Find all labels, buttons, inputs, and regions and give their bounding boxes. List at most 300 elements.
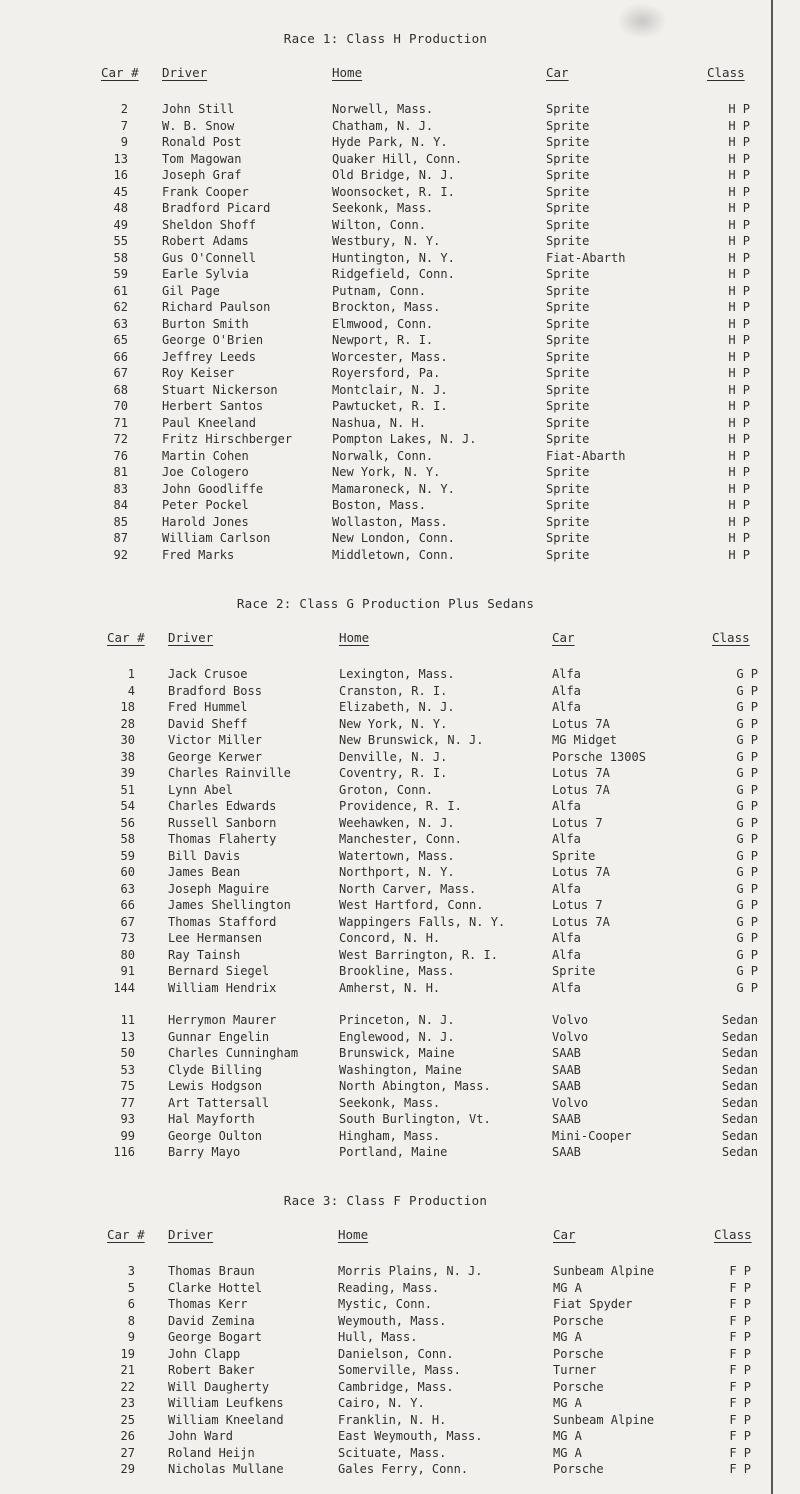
home-town: Westbury, N. Y. [332, 234, 441, 248]
home-town: Concord, N. H. [339, 931, 441, 945]
car-number: 3 [127, 1264, 135, 1278]
class-code: Sedan [721, 1079, 758, 1093]
car-model: Lotus 7A [552, 716, 610, 731]
home-town: Amherst, N. H. [339, 980, 441, 995]
home-town: Worcester, Mass. [332, 349, 448, 364]
table-row [0, 1095, 771, 1112]
home-town: Brunswick, Maine [339, 1046, 455, 1060]
car-model: Sprite [546, 316, 590, 331]
car-model: Alfa [552, 881, 581, 896]
car-model: Sprite [552, 964, 596, 978]
home-town: Pawtucket, R. I. [332, 399, 448, 413]
driver-name: John Still [162, 102, 235, 116]
race-title: Race 1: Class H Production [283, 31, 488, 46]
class-code: F P [729, 1313, 751, 1328]
table-row [0, 831, 771, 848]
home-town: Nashua, N. H. [332, 415, 426, 430]
class-code: H P [728, 382, 750, 397]
home-town: Chatham, N. J. [332, 118, 434, 133]
table-row [0, 963, 771, 980]
home-town: Brockton, Mass. [332, 300, 441, 314]
car-number: 65 [113, 333, 128, 347]
car-model: Lotus 7A [552, 766, 610, 780]
car-number: 67 [113, 366, 128, 380]
car-model: Lotus 7A [552, 865, 610, 879]
home-town: Hingham, Mass. [339, 1128, 441, 1143]
home-town: Ridgefield, Conn. [332, 267, 455, 281]
driver-name: Will Daugherty [168, 1379, 270, 1394]
table-row [0, 716, 771, 733]
header-class: Class [712, 630, 750, 645]
car-number: 70 [113, 399, 128, 413]
table-row [0, 1379, 771, 1396]
table-row [0, 530, 771, 547]
table-row [0, 101, 771, 118]
table-row [0, 1428, 771, 1445]
driver-name: Ray Tainsh [168, 947, 241, 962]
car-number: 61 [113, 283, 128, 298]
car-model: SAAB [552, 1062, 581, 1077]
car-model: Sprite [546, 382, 590, 397]
table-row [0, 200, 771, 217]
car-number: 71 [113, 415, 128, 430]
home-town: Wollaston, Mass. [332, 514, 448, 529]
car-model: Sprite [546, 102, 590, 116]
class-code: H P [728, 267, 750, 281]
class-code: F P [729, 1429, 751, 1443]
car-number: 72 [113, 432, 128, 446]
car-model: Sprite [546, 547, 590, 562]
car-number: 51 [120, 782, 135, 797]
driver-name: Art Tattersall [168, 1095, 270, 1110]
driver-name: Roland Heijn [168, 1445, 255, 1460]
table-row [0, 349, 771, 366]
table-row [0, 1329, 771, 1346]
table-row [0, 782, 771, 799]
entry-table [0, 101, 771, 563]
table-row [0, 1263, 771, 1280]
header-driver: Driver [162, 65, 208, 80]
header-class: Class [707, 65, 745, 80]
car-number: 7 [120, 118, 128, 133]
driver-name: Bradford Boss [168, 683, 262, 698]
entry-table [0, 666, 771, 1161]
car-number: 84 [113, 498, 128, 512]
race-title: Race 3: Class F Production [283, 1193, 488, 1208]
driver-name: Peter Pockel [162, 498, 249, 512]
car-number: 6 [127, 1297, 135, 1311]
class-code: F P [729, 1297, 751, 1311]
car-number: 58 [113, 250, 128, 265]
car-model: MG A [553, 1445, 582, 1460]
table-row [0, 299, 771, 316]
class-code: Sedan [721, 1062, 758, 1077]
table-row [0, 233, 771, 250]
driver-name: Lee Hermansen [168, 931, 262, 945]
class-code: H P [728, 415, 750, 430]
class-code: H P [728, 498, 750, 512]
driver-name: Harold Jones [162, 514, 249, 529]
car-number: 16 [113, 168, 128, 182]
header-driver: Driver [168, 1227, 214, 1242]
car-model: SAAB [552, 1145, 581, 1159]
table-row [0, 765, 771, 782]
class-code: F P [729, 1462, 751, 1476]
table-row [0, 1111, 771, 1128]
home-town: Princeton, N. J. [339, 1013, 455, 1027]
home-town: Montclair, N. J. [332, 382, 448, 397]
car-model: Volvo [552, 1013, 589, 1027]
car-model: Lotus 7A [552, 782, 610, 797]
home-town: West Barrington, R. I. [339, 947, 498, 962]
driver-name: Nicholas Mullane [168, 1462, 284, 1476]
class-code: G P [736, 947, 758, 962]
table-row [0, 1128, 771, 1145]
class-code: G P [736, 799, 758, 813]
home-town: North Abington, Mass. [339, 1079, 491, 1093]
class-code: G P [736, 931, 758, 945]
driver-name: Clarke Hottel [168, 1280, 262, 1295]
class-code: H P [728, 316, 750, 331]
car-number: 80 [120, 947, 135, 962]
car-number: 116 [113, 1145, 135, 1159]
home-town: Reading, Mass. [338, 1280, 440, 1295]
class-code: H P [728, 250, 750, 265]
home-town: Huntington, N. Y. [332, 250, 455, 265]
table-row [0, 481, 771, 498]
home-town: Scituate, Mass. [338, 1445, 447, 1460]
car-model: Sprite [546, 498, 590, 512]
class-code: F P [729, 1280, 751, 1295]
car-number: 50 [120, 1046, 135, 1060]
home-town: Groton, Conn. [339, 782, 433, 797]
page-edge-line [771, 0, 773, 1494]
car-number: 45 [113, 184, 128, 199]
home-town: Wappingers Falls, N. Y. [339, 914, 506, 929]
car-model: Alfa [552, 980, 581, 995]
car-number: 19 [120, 1346, 135, 1361]
car-number: 13 [113, 151, 128, 166]
car-model: Sprite [546, 399, 590, 413]
driver-name: Joe Cologero [162, 465, 249, 479]
home-town: Watertown, Mass. [339, 848, 455, 863]
car-number: 2 [120, 102, 128, 116]
car-number: 1 [127, 667, 135, 681]
driver-name: Ronald Post [162, 135, 242, 149]
car-model: Porsche [553, 1346, 604, 1361]
home-town: Seekonk, Mass. [332, 201, 434, 215]
class-code: H P [728, 118, 750, 133]
table-row [0, 547, 771, 564]
car-number: 144 [113, 980, 135, 995]
table-row [0, 398, 771, 415]
table-row [0, 1445, 771, 1462]
car-model: SAAB [552, 1079, 581, 1093]
table-row [0, 914, 771, 931]
car-model: Lotus 7 [552, 898, 603, 912]
car-number: 75 [120, 1079, 135, 1093]
car-model: Porsche [553, 1379, 604, 1394]
car-model: MG A [553, 1429, 582, 1443]
table-row [0, 217, 771, 234]
class-code: G P [736, 848, 758, 863]
class-code: F P [729, 1412, 751, 1427]
car-model: Sprite [546, 432, 590, 446]
car-model: Alfa [552, 832, 581, 846]
class-code: H P [728, 432, 750, 446]
car-model: Sprite [546, 415, 590, 430]
table-row [0, 332, 771, 349]
class-code: H P [728, 184, 750, 199]
car-model: SAAB [552, 1046, 581, 1060]
driver-name: Gus O'Connell [162, 250, 256, 265]
car-number: 93 [120, 1112, 135, 1126]
home-town: Mystic, Conn. [338, 1297, 432, 1311]
car-model: Alfa [552, 947, 581, 962]
table-row [0, 683, 771, 700]
table-row [0, 415, 771, 432]
class-code: G P [736, 716, 758, 731]
class-code: F P [729, 1445, 751, 1460]
car-number: 21 [120, 1363, 135, 1377]
car-number: 68 [113, 382, 128, 397]
table-row [0, 749, 771, 766]
class-code: G P [736, 964, 758, 978]
class-code: H P [728, 547, 750, 562]
driver-name: William Kneeland [168, 1412, 284, 1427]
car-number: 27 [120, 1445, 135, 1460]
table-row [0, 848, 771, 865]
driver-name: Bernard Siegel [168, 964, 270, 978]
table-row [0, 1045, 771, 1062]
car-number: 30 [120, 733, 135, 747]
home-town: Old Bridge, N. J. [332, 168, 455, 182]
table-row [0, 1062, 771, 1079]
driver-name: William Leufkens [168, 1396, 284, 1410]
home-town: New York, N. Y. [332, 465, 441, 479]
car-model: Sunbeam Alpine [553, 1412, 655, 1427]
class-code: H P [728, 349, 750, 364]
table-row [0, 1395, 771, 1412]
driver-name: Earle Sylvia [162, 267, 249, 281]
home-town: Somerville, Mass. [338, 1363, 461, 1377]
car-number: 13 [120, 1029, 135, 1044]
table-row [0, 250, 771, 267]
car-model: Sprite [546, 514, 590, 529]
class-code: G P [736, 683, 758, 698]
car-model: Volvo [552, 1095, 589, 1110]
home-town: East Weymouth, Mass. [338, 1429, 483, 1443]
table-row [0, 666, 771, 683]
class-code: G P [736, 667, 758, 681]
driver-name: David Zemina [168, 1313, 255, 1328]
driver-name: Paul Kneeland [162, 415, 256, 430]
home-town: Manchester, Conn. [339, 832, 462, 846]
driver-name: Gil Page [162, 283, 220, 298]
driver-name: James Bean [168, 865, 241, 879]
driver-name: Thomas Flaherty [168, 832, 277, 846]
car-number: 49 [113, 217, 128, 232]
driver-name: George Kerwer [168, 749, 262, 764]
class-code: H P [728, 399, 750, 413]
class-code: H P [728, 333, 750, 347]
car-number: 54 [120, 799, 135, 813]
car-model: Sprite [546, 135, 590, 149]
home-town: Seekonk, Mass. [339, 1095, 441, 1110]
car-model: MG A [553, 1330, 582, 1344]
class-code: H P [728, 448, 750, 463]
driver-name: John Goodliffe [162, 481, 264, 496]
driver-name: Thomas Braun [168, 1264, 255, 1278]
driver-name: Bill Davis [168, 848, 241, 863]
header-car: Car [553, 1227, 576, 1242]
table-row [0, 1313, 771, 1330]
home-town: Northport, N. Y. [339, 865, 455, 879]
car-model: Volvo [552, 1029, 589, 1044]
car-model: Sprite [546, 184, 590, 199]
driver-name: James Shellington [168, 898, 291, 912]
home-town: Lexington, Mass. [339, 667, 455, 681]
car-model: Sprite [552, 848, 596, 863]
driver-name: Charles Edwards [168, 799, 277, 813]
home-town: Mamaroneck, N. Y. [332, 481, 455, 496]
driver-name: Joseph Maguire [168, 881, 270, 896]
table-row [0, 1280, 771, 1297]
car-number: 91 [120, 964, 135, 978]
car-model: SAAB [552, 1112, 581, 1126]
class-code: G P [736, 766, 758, 780]
car-number: 60 [120, 865, 135, 879]
car-number: 55 [113, 234, 128, 248]
header-home: Home [332, 65, 363, 80]
class-code: H P [728, 151, 750, 166]
driver-name: Clyde Billing [168, 1062, 262, 1077]
header-car: Car [546, 65, 569, 80]
table-row [0, 699, 771, 716]
table-row [0, 431, 771, 448]
car-model: Alfa [552, 931, 581, 945]
car-model: Sprite [546, 283, 590, 298]
driver-name: Gunnar Engelin [168, 1029, 270, 1044]
home-town: Cranston, R. I. [339, 683, 448, 698]
home-town: Elmwood, Conn. [332, 316, 434, 331]
driver-name: Lynn Abel [168, 782, 234, 797]
home-town: Putnam, Conn. [332, 283, 426, 298]
car-number: 56 [120, 815, 135, 830]
home-town: Pompton Lakes, N. J. [332, 432, 477, 446]
home-town: Boston, Mass. [332, 498, 426, 512]
class-code: Sedan [721, 1095, 758, 1110]
car-number: 77 [120, 1095, 135, 1110]
car-number: 23 [120, 1396, 135, 1410]
class-code: Sedan [721, 1128, 758, 1143]
home-town: New York, N. Y. [339, 716, 448, 731]
entry-table [0, 1263, 771, 1478]
car-model: MG A [553, 1396, 582, 1410]
driver-name: Herrymon Maurer [168, 1013, 277, 1027]
class-code: G P [736, 832, 758, 846]
car-number: 48 [113, 201, 128, 215]
car-model: Sprite [546, 366, 590, 380]
home-town: Wilton, Conn. [332, 217, 426, 232]
car-model: Turner [553, 1363, 597, 1377]
class-code: G P [736, 980, 758, 995]
class-code: G P [736, 898, 758, 912]
class-code: H P [728, 300, 750, 314]
driver-name: Roy Keiser [162, 366, 235, 380]
car-model: Sprite [546, 267, 590, 281]
table-row [0, 1078, 771, 1095]
class-code: G P [736, 782, 758, 797]
home-town: Portland, Maine [339, 1145, 448, 1159]
table-row [0, 1029, 771, 1046]
driver-name: George Bogart [168, 1330, 262, 1344]
car-model: Sprite [546, 300, 590, 314]
driver-name: Burton Smith [162, 316, 249, 331]
car-number: 8 [127, 1313, 135, 1328]
class-code: H P [728, 283, 750, 298]
driver-name: Fred Hummel [168, 700, 248, 714]
class-code: G P [736, 733, 758, 747]
car-number: 63 [120, 881, 135, 896]
driver-name: Barry Mayo [168, 1145, 241, 1159]
class-code: H P [728, 481, 750, 496]
driver-name: Jack Crusoe [168, 667, 248, 681]
table-row [0, 316, 771, 333]
car-model: Alfa [552, 700, 581, 714]
driver-name: Richard Paulson [162, 300, 271, 314]
header-home: Home [339, 630, 370, 645]
car-model: Fiat Spyder [553, 1297, 633, 1311]
car-model: MG Midget [552, 733, 618, 747]
car-model: Sprite [546, 118, 590, 133]
driver-name: John Clapp [168, 1346, 241, 1361]
car-model: Alfa [552, 667, 581, 681]
class-code: Sedan [721, 1029, 758, 1044]
home-town: North Carver, Mass. [339, 881, 477, 896]
car-model: Sprite [546, 333, 590, 347]
car-number: 99 [120, 1128, 135, 1143]
table-row [0, 1296, 771, 1313]
header-home: Home [338, 1227, 369, 1242]
table-row [0, 732, 771, 749]
header-car-number: Car # [101, 65, 139, 80]
driver-name: Charles Cunningham [168, 1046, 299, 1060]
driver-name: Lewis Hodgson [168, 1079, 262, 1093]
driver-name: Frank Cooper [162, 184, 249, 199]
header-car: Car [552, 630, 575, 645]
class-code: F P [729, 1396, 751, 1410]
car-number: 11 [120, 1013, 135, 1027]
class-code: H P [728, 201, 750, 215]
class-code: Sedan [721, 1112, 758, 1126]
driver-name: Joseph Graf [162, 168, 242, 182]
driver-name: William Carlson [162, 531, 271, 545]
driver-name: W. B. Snow [162, 118, 235, 133]
class-code: G P [736, 815, 758, 830]
table-row [0, 798, 771, 815]
home-town: Weymouth, Mass. [338, 1313, 447, 1328]
table-row [0, 1144, 771, 1161]
table-row [0, 947, 771, 964]
car-number: 29 [120, 1462, 135, 1476]
driver-name: Fritz Hirschberger [162, 432, 293, 446]
driver-name: William Hendrix [168, 980, 277, 995]
car-model: Sprite [546, 234, 590, 248]
home-town: New London, Conn. [332, 531, 455, 545]
driver-name: David Sheff [168, 716, 248, 731]
car-number: 59 [113, 267, 128, 281]
